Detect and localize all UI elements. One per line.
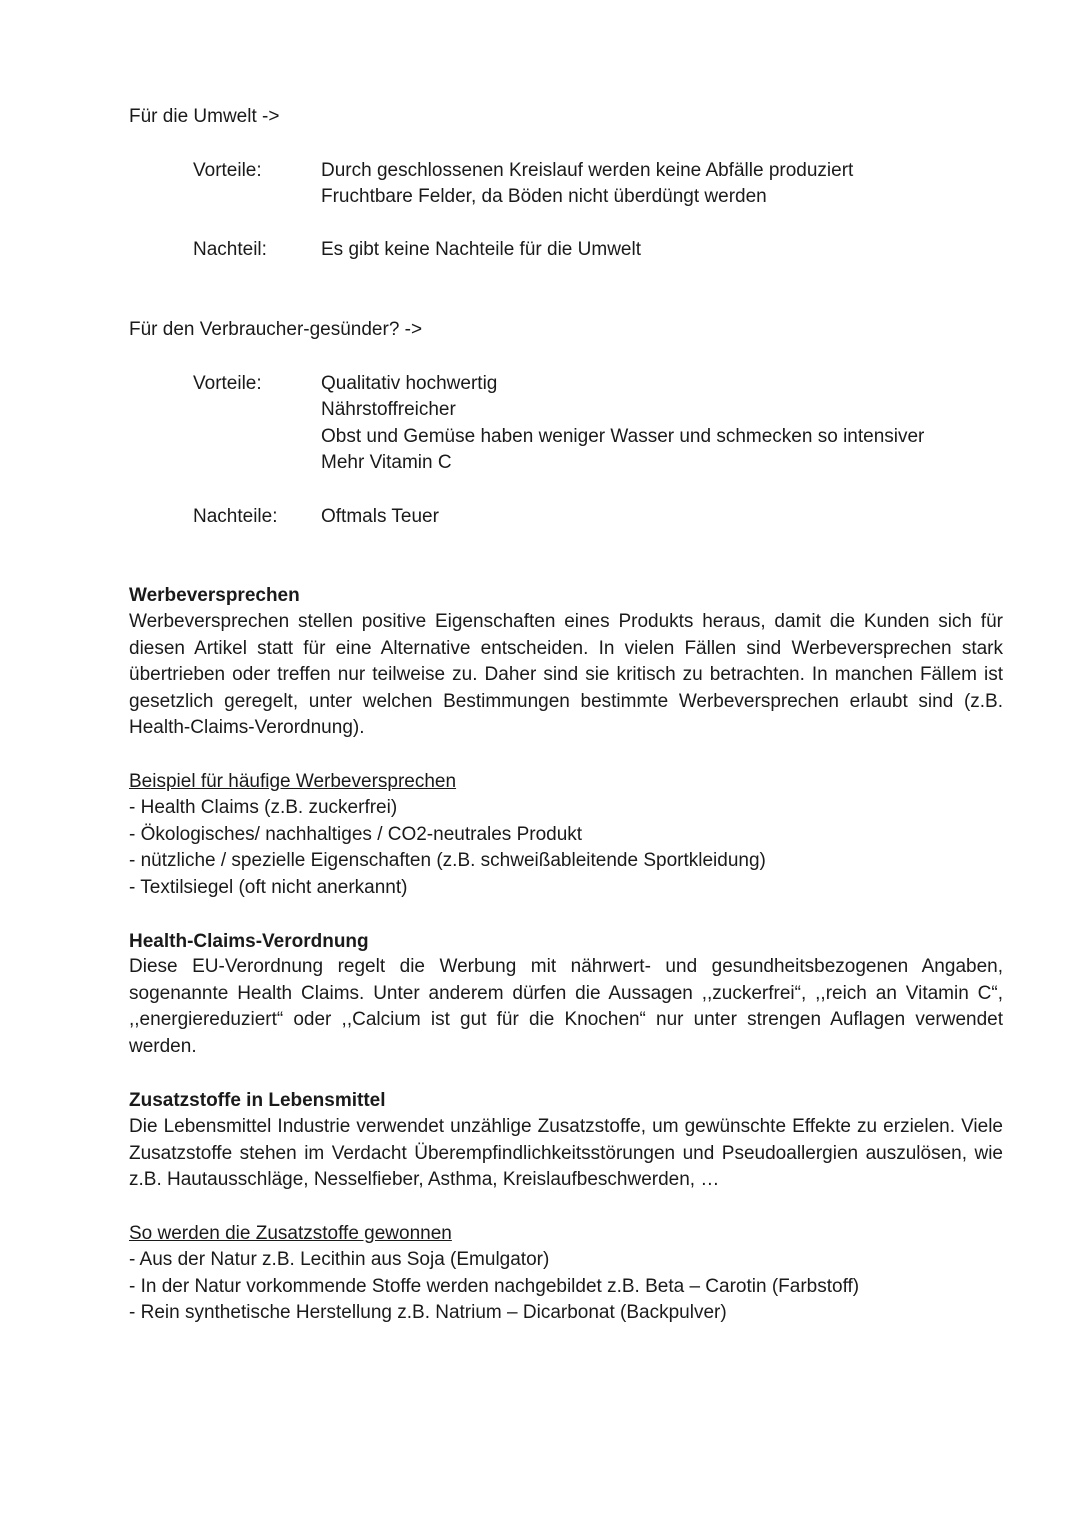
beispiel-heading: Beispiel für häufige Werbeversprechen: [129, 771, 457, 792]
list-item: - Textilsiegel (oft nicht anerkannt): [129, 876, 408, 898]
verbraucher-vorteile-label: Vorteile:: [193, 373, 262, 394]
werbeversprechen-paragraph: Werbeversprechen stellen positive Eigenschaften eines Produkts heraus, damit die Kunden sich für diesen Artikel statt für eine Alternative entscheiden. In vielen Fällen sind Werbeversprechen stark übertrieben oder treffen nur teilweise zu. Daher sind sie kritisch zu betrachten. In manchen Fällem ist gesetzlich geregelt, unter welchen Bestimmungen bestimmte Werbeversprechen erlaubt sind (z.B. Health-Claims-Verordnung).: [129, 611, 1003, 739]
zusatzstoffe-heading: Zusatzstoffe in Lebensmittel: [129, 1090, 386, 1111]
beispiel-list: [129, 795, 766, 901]
verbraucher-heading: Für den Verbraucher-gesünder? ->: [129, 319, 423, 340]
umwelt-nachteil-text: Es gibt keine Nachteile für die Umwelt: [321, 239, 641, 260]
gewinnung-list: [129, 1247, 859, 1327]
verbraucher-nachteile-text: Oftmals Teuer: [321, 506, 439, 527]
list-item: - Health Claims (z.B. zuckerfrei): [129, 797, 398, 818]
gewinnung-heading: So werden die Zusatzstoffe gewonnen: [129, 1223, 452, 1244]
umwelt-vorteil-item: Durch geschlossenen Kreislauf werden keine Abfälle produziert: [321, 160, 854, 181]
list-item: - nützliche / spezielle Eigenschaften (z.B. schweißableitende Sportkleidung): [129, 850, 766, 872]
umwelt-vorteile-label: Vorteile:: [193, 160, 262, 181]
verbraucher-vorteil-item: Obst und Gemüse haben weniger Wasser und schmecken so intensiver: [321, 426, 925, 447]
verbraucher-vorteil-item: Mehr Vitamin C: [321, 452, 452, 473]
umwelt-nachteil-label: Nachteil:: [193, 239, 267, 260]
health-claims-paragraph: Diese EU-Verordnung regelt die Werbung mit nährwert- und gesundheitsbezogenen Angaben, sogenannte Health Claims. Unter anderem dürfen die Aussagen ,,zuckerfrei“, ,,reich an Vitamin C“, ,,energiereduziert“ oder ,,Calcium ist gut für die Knochen“ nur unter strengen Auflagen verwendet werden.: [129, 956, 1003, 1057]
werbeversprechen-heading: Werbeversprechen: [129, 585, 300, 606]
list-item: - Ökologisches/ nachhaltiges / CO2-neutrales Produkt: [129, 823, 583, 845]
verbraucher-nachteile-label: Nachteile:: [193, 506, 278, 527]
umwelt-heading: Für die Umwelt ->: [129, 106, 280, 127]
list-item: - Rein synthetische Herstellung z.B. Natrium – Dicarbonat (Backpulver): [129, 1302, 727, 1324]
umwelt-vorteil-item: Fruchtbare Felder, da Böden nicht überdüngt werden: [321, 186, 767, 207]
verbraucher-vorteil-item: Qualitativ hochwertig: [321, 373, 498, 394]
zusatzstoffe-paragraph: Die Lebensmittel Industrie verwendet unzählige Zusatzstoffe, um gewünschte Effekte zu erzielen. Viele Zusatzstoffe stehen im Verdacht Überempfindlichkeitsstörungen und Pseudoallergien auszulösen, wie z.B. Hautausschläge, Nesselfieber, Asthma, Kreislaufbeschwerden, …: [129, 1116, 1003, 1191]
health-claims-heading: Health-Claims-Verordnung: [129, 931, 369, 952]
verbraucher-vorteil-item: Nährstoffreicher: [321, 399, 456, 420]
list-item: - Aus der Natur z.B. Lecithin aus Soja (Emulgator): [129, 1249, 550, 1270]
list-item: - In der Natur vorkommende Stoffe werden nachgebildet z.B. Beta – Carotin (Farbstoff): [129, 1275, 860, 1297]
